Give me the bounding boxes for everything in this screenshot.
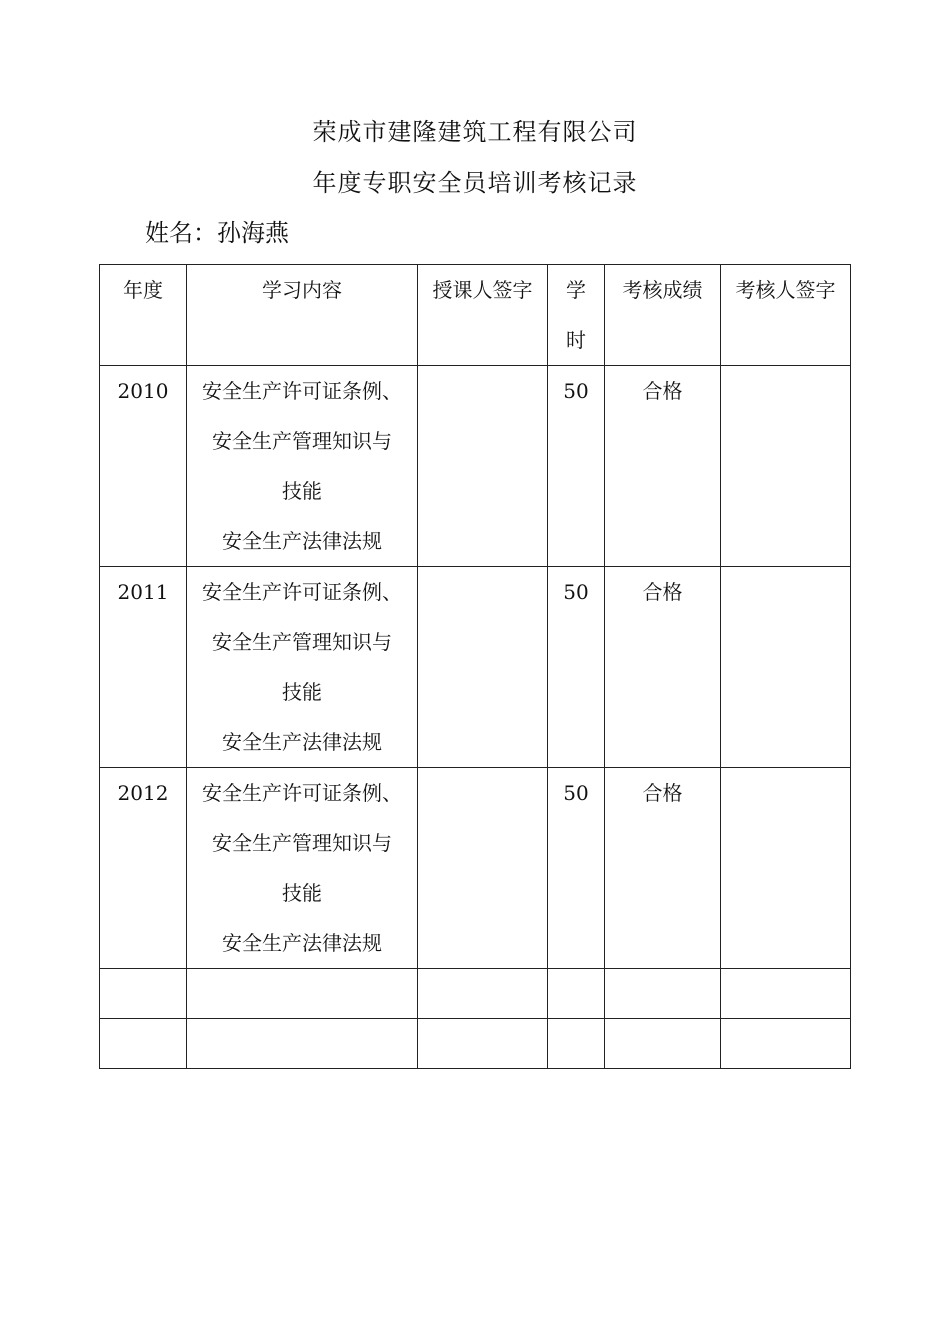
header-row	[100, 265, 851, 366]
empty-cell	[548, 969, 605, 1019]
header-hours	[548, 265, 605, 366]
content-line: 技能	[282, 680, 322, 704]
name-label: 姓名：	[145, 219, 217, 247]
content-line: 安全生产许可证条例、	[202, 781, 402, 805]
cell-score: 合格	[605, 366, 721, 567]
content-line: 安全生产法律法规	[222, 529, 382, 553]
company-name: 荣成市建隆建筑工程有限公司	[312, 118, 638, 146]
cell-hours: 50	[548, 366, 605, 567]
cell-instructor-sign	[418, 768, 548, 969]
cell-content	[187, 567, 418, 768]
name-value: 孙海燕	[217, 219, 289, 247]
empty-cell	[605, 969, 721, 1019]
empty-cell	[187, 969, 418, 1019]
cell-examiner-sign	[721, 567, 851, 768]
header-instructor-sign: 授课人签字	[418, 265, 548, 366]
header-score: 考核成绩	[605, 265, 721, 366]
cell-content	[187, 768, 418, 969]
empty-table-row	[100, 969, 851, 1019]
empty-cell	[187, 1019, 418, 1069]
empty-cell	[548, 1019, 605, 1069]
document-title: 年度专职安全员培训考核记录	[312, 169, 638, 197]
empty-cell	[418, 1019, 548, 1069]
content-line: 安全生产管理知识与	[212, 831, 392, 855]
header-content: 学习内容	[187, 265, 418, 366]
cell-instructor-sign	[418, 567, 548, 768]
cell-examiner-sign	[721, 768, 851, 969]
header-hours-top: 学	[566, 278, 586, 302]
cell-examiner-sign	[721, 366, 851, 567]
table-row	[100, 567, 851, 768]
cell-year: 2010	[100, 366, 187, 567]
table-row	[100, 768, 851, 969]
content-line: 安全生产管理知识与	[212, 429, 392, 453]
empty-cell	[605, 1019, 721, 1069]
header-hours-bottom: 时	[566, 328, 586, 352]
cell-score: 合格	[605, 768, 721, 969]
cell-content	[187, 366, 418, 567]
content-line: 安全生产管理知识与	[212, 630, 392, 654]
cell-hours: 50	[548, 567, 605, 768]
empty-cell	[721, 969, 851, 1019]
cell-year: 2011	[100, 567, 187, 768]
empty-cell	[100, 1019, 187, 1069]
empty-cell	[418, 969, 548, 1019]
header-year: 年度	[100, 265, 187, 366]
content-line: 安全生产许可证条例、	[202, 379, 402, 403]
trainee-name-line	[145, 218, 289, 248]
table-row	[100, 366, 851, 567]
content-line: 技能	[282, 479, 322, 503]
cell-instructor-sign	[418, 366, 548, 567]
cell-score: 合格	[605, 567, 721, 768]
content-line: 技能	[282, 881, 322, 905]
content-line: 安全生产许可证条例、	[202, 580, 402, 604]
cell-hours: 50	[548, 768, 605, 969]
content-line: 安全生产法律法规	[222, 931, 382, 955]
empty-table-row	[100, 1019, 851, 1069]
empty-cell	[721, 1019, 851, 1069]
header-examiner-sign: 考核人签字	[721, 265, 851, 366]
training-record-table	[99, 264, 851, 1069]
content-line: 安全生产法律法规	[222, 730, 382, 754]
empty-cell	[100, 969, 187, 1019]
cell-year: 2012	[100, 768, 187, 969]
